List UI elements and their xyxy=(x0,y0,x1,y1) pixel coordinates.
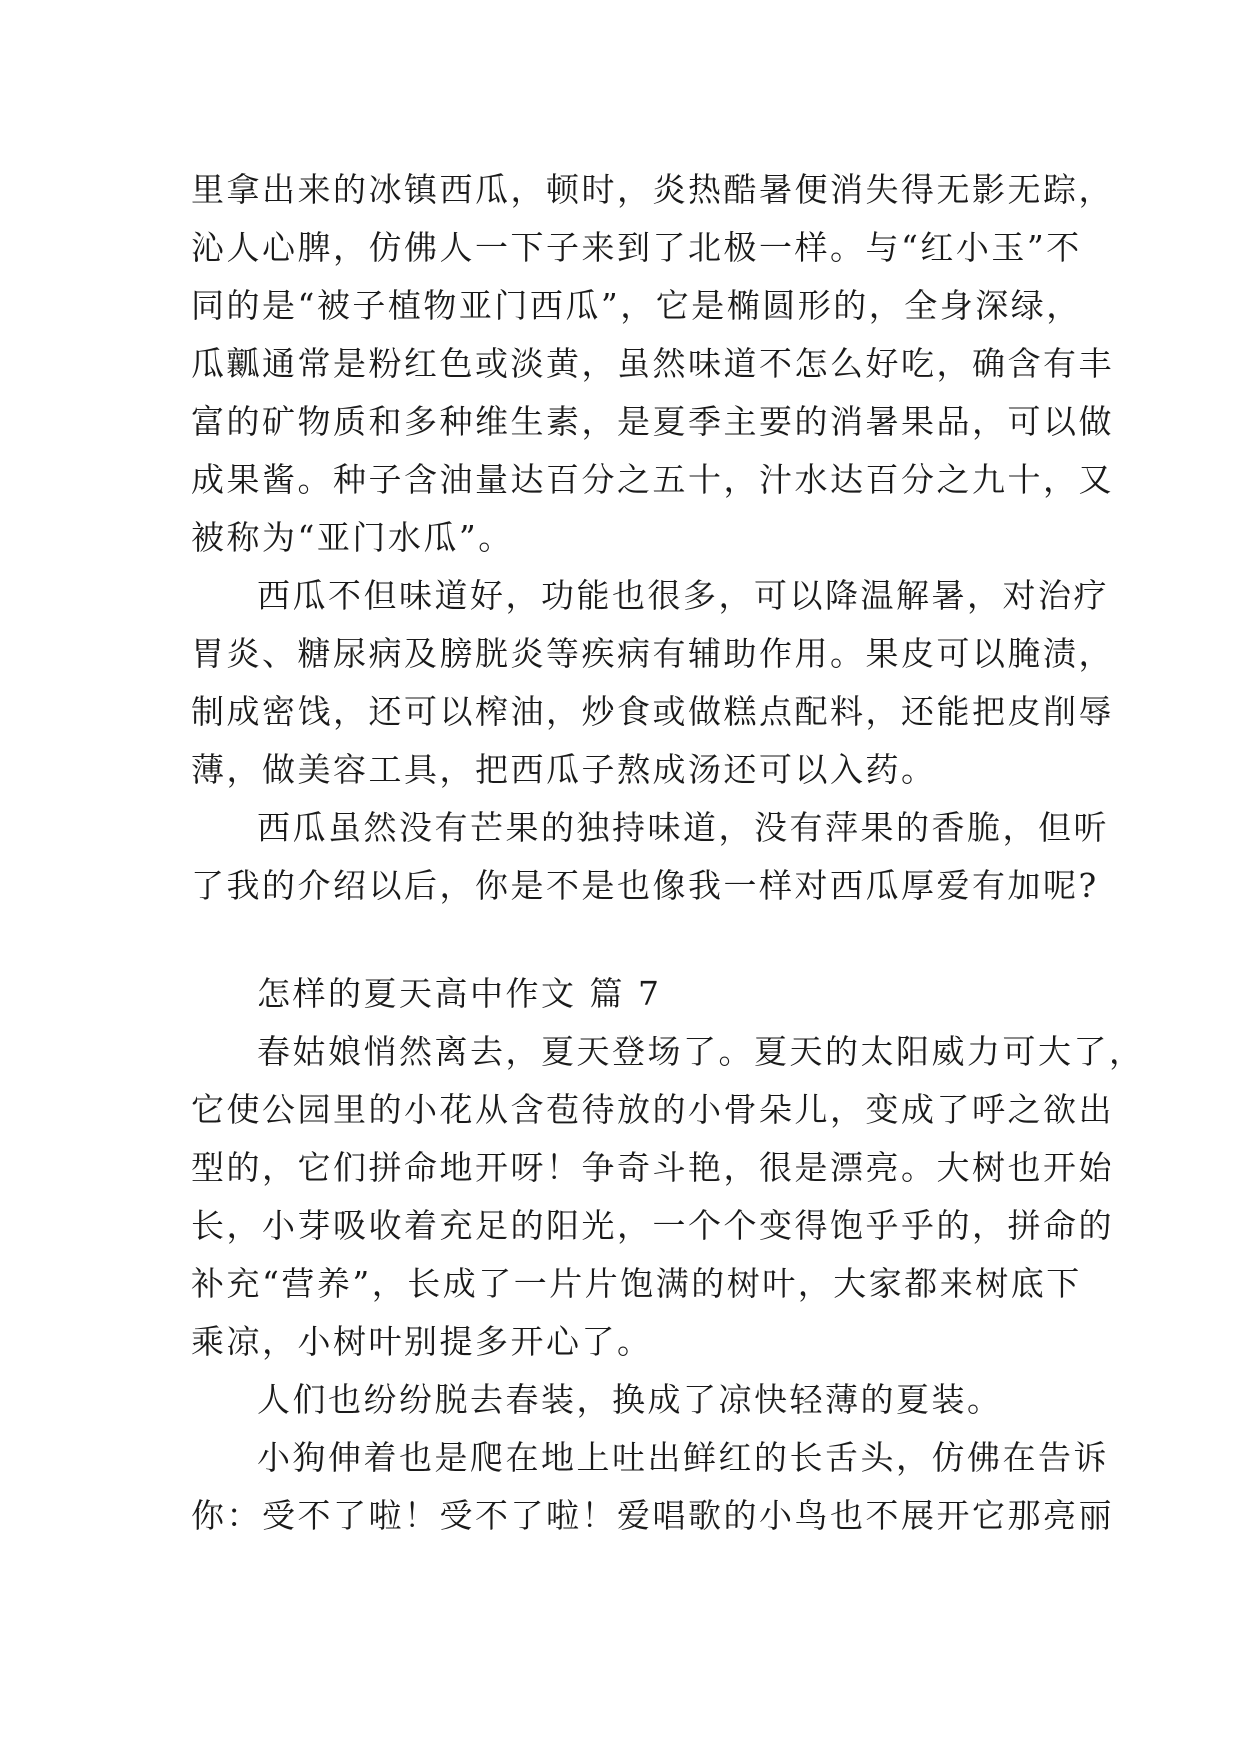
text-line: 乘凉，小树叶别提多开心了。 xyxy=(191,1322,653,1361)
text-line: 制成密饯，还可以榨油，炒食或做糕点配料，还能把皮削辱 xyxy=(191,692,1114,731)
text-line: 被称为“亚门水瓜”。 xyxy=(191,518,514,557)
text-line: 胃炎、糖尿病及膀胱炎等疾病有辅助作用。果皮可以腌渍， xyxy=(191,634,1114,673)
text-line: 它使公园里的小花从含苞待放的小骨朵儿，变成了呼之欲出 xyxy=(191,1090,1114,1129)
text-line: 型的，它们拼命地开呀！争奇斗艳，很是漂亮。大树也开始 xyxy=(191,1148,1114,1187)
text-line: 里拿出来的冰镇西瓜，顿时，炎热酷暑便消失得无影无踪， xyxy=(191,170,1114,209)
text-line: 沁人心脾，仿佛人一下子来到了北极一样。与“红小玉”不 xyxy=(191,228,1082,267)
paragraph-first-line: 人们也纷纷脱去春装，换成了凉快轻薄的夏装。 xyxy=(257,1380,1003,1419)
text-line: 富的矿物质和多种维生素，是夏季主要的消暑果品，可以做 xyxy=(191,402,1114,441)
text-line: 你：受不了啦！受不了啦！爱唱歌的小鸟也不展开它那亮丽 xyxy=(191,1496,1114,1535)
text-line: 瓜瓤通常是粉红色或淡黄，虽然味道不怎么好吃，确含有丰 xyxy=(191,344,1114,383)
paragraph-first-line: 小狗伸着也是爬在地上吐出鲜红的长舌头，仿佛在告诉 xyxy=(257,1438,1109,1477)
text-line: 薄，做美容工具，把西瓜子熬成汤还可以入药。 xyxy=(191,750,937,789)
text-line: 长，小芽吸收着充足的阳光，一个个变得饱乎乎的，拼命的 xyxy=(191,1206,1114,1245)
text-line: 补充“营养”，长成了一片片饱满的树叶，大家都来树底下 xyxy=(191,1264,1082,1303)
text-line: 了我的介绍以后，你是不是也像我一样对西瓜厚爱有加呢? xyxy=(191,866,1099,905)
paragraph-first-line: 西瓜不但味道好，功能也很多，可以降温解暑，对治疗 xyxy=(257,576,1109,615)
paragraph-first-line: 春姑娘悄然离去，夏天登场了。夏天的太阳威力可大了， xyxy=(257,1032,1145,1071)
text-line: 成果酱。种子含油量达百分之五十，汁水达百分之九十，又 xyxy=(191,460,1114,499)
text-line: 同的是“被子植物亚门西瓜”，它是椭圆形的，全身深绿， xyxy=(191,286,1082,325)
section-heading: 怎样的夏天高中作文 篇 7 xyxy=(257,974,662,1013)
paragraph-first-line: 西瓜虽然没有芒果的独持味道，没有萍果的香脆，但听 xyxy=(257,808,1109,847)
